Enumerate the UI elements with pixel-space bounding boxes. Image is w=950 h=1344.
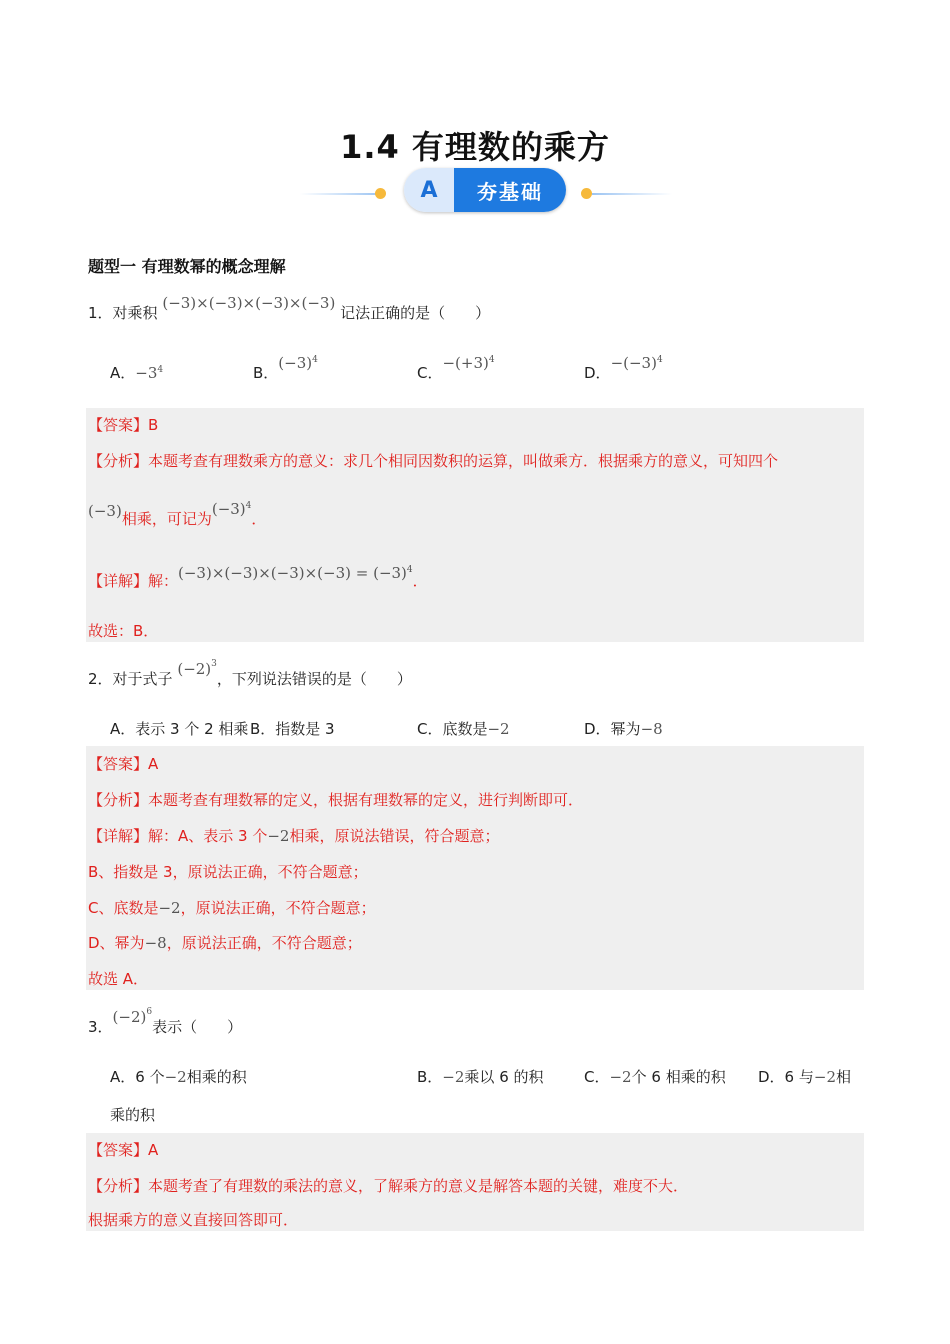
question-2 xyxy=(88,659,412,689)
q1-analysis-cont xyxy=(88,500,267,529)
q1-option-c-exp: 4 xyxy=(488,355,495,365)
q1-option-a xyxy=(110,362,163,383)
q2-pre: 对于式子 xyxy=(112,670,173,688)
q2-option-d-math: −8 xyxy=(640,720,663,738)
q2-detail-4 xyxy=(88,932,362,953)
q2-analysis: 【分析】本题考查有理数幂的定义，根据有理数幂的定义，进行判断即可． xyxy=(88,791,584,809)
question-1 xyxy=(88,294,491,323)
q3-option-d-cont: 乘的积 xyxy=(110,1106,156,1124)
q3-answer: 【答案】A xyxy=(88,1141,159,1159)
q1-analysis-math: (−3) xyxy=(88,502,122,520)
q1-number: 1． xyxy=(88,304,113,322)
q1-option-d-math: −(−3) xyxy=(610,354,657,372)
q2-detail-1-post: 相乘，原说法错误，符合题意； xyxy=(289,827,500,845)
q3-analysis: 【分析】本题考查了有理数的乘法的意义，了解乘方的意义是解答本题的关键，难度不大． xyxy=(88,1177,689,1195)
q2-detail-1-pre: 【详解】解：A、表示 3 个 xyxy=(88,827,268,845)
q1-option-d-label: D． xyxy=(584,364,611,382)
q2-post: ，下列说法错误的是（ ） xyxy=(216,670,412,688)
q1-option-a-label: A． xyxy=(110,364,136,382)
q1-detail xyxy=(88,564,428,591)
q1-option-b-math: (−3) xyxy=(278,354,313,372)
q3-option-b-post: 乘以 6 的积 xyxy=(464,1068,544,1086)
q3-option-a-math: −2 xyxy=(164,1068,187,1086)
page-title: 1.4 有理数的乘方 xyxy=(340,128,610,166)
decor-line-left xyxy=(300,193,380,195)
q3-option-c-pre: C． xyxy=(584,1068,610,1086)
q3-math: (−2) xyxy=(112,1008,147,1026)
q1-post: 记法正确的是（ ） xyxy=(340,304,491,322)
q3-option-c-post: 个 6 相乘的积 xyxy=(631,1068,726,1086)
q1-pre: 对乘积 xyxy=(112,304,158,322)
q1-analysis-text: 相乘，可记为 xyxy=(121,510,212,528)
q2-detail-1-math: −2 xyxy=(267,827,290,845)
q2-detail-1 xyxy=(88,825,499,846)
q1-option-c xyxy=(417,354,495,383)
q1-option-b xyxy=(253,354,318,383)
q2-option-a: A．表示 3 个 2 相乘 xyxy=(110,720,249,738)
q1-option-c-label: C． xyxy=(417,364,443,382)
decor-line-right xyxy=(592,193,672,195)
section-heading: 题型一 有理数幂的概念理解 xyxy=(88,257,286,276)
q1-detail-end: ． xyxy=(412,572,428,590)
q2-option-c-label: C．底数是 xyxy=(417,720,488,738)
badge-letter: A xyxy=(404,168,454,212)
q1-option-b-exp: 4 xyxy=(312,355,318,365)
q3-option-a xyxy=(110,1066,247,1087)
q3-exp: 6 xyxy=(146,1007,153,1017)
q2-detail-4-math: −8 xyxy=(144,934,167,952)
q1-detail-math: (−3)×(−3)×(−3)×(−3) = (−3) xyxy=(178,564,407,582)
q1-choose: 故选：B． xyxy=(88,622,159,640)
q2-number: 2． xyxy=(88,670,113,688)
q3-option-d-math: −2 xyxy=(813,1068,836,1086)
q2-detail-3-post: ，原说法正确，不符合题意； xyxy=(180,899,376,917)
q3-option-a-post: 相乘的积 xyxy=(186,1068,247,1086)
q3-analysis-2: 根据乘方的意义直接回答即可． xyxy=(88,1211,299,1229)
q2-option-c xyxy=(417,718,510,739)
q2-option-c-math: −2 xyxy=(487,720,510,738)
q3-option-d-post: 相 xyxy=(836,1068,852,1086)
q3-option-d xyxy=(758,1066,851,1087)
q2-detail-3-pre: C、底数是 xyxy=(88,899,159,917)
q1-option-a-math: −3 xyxy=(135,364,158,382)
q2-option-d xyxy=(584,718,663,739)
q2-detail-4-pre: D、幂为 xyxy=(88,934,145,952)
q1-answer: 【答案】B xyxy=(88,416,159,434)
decor-dot-right xyxy=(581,188,592,199)
q2-option-b: B．指数是 3 xyxy=(250,720,335,738)
q3-option-b xyxy=(417,1066,544,1087)
q2-detail-2: B、指数是 3，原说法正确，不符合题意； xyxy=(88,863,368,881)
q2-option-d-label: D．幂为 xyxy=(584,720,641,738)
q2-exp: 3 xyxy=(211,659,217,669)
q2-math: (−2) xyxy=(177,660,212,678)
badge-text: 夯基础 xyxy=(454,168,566,212)
q1-analysis-math2: (−3) xyxy=(211,500,246,518)
q1-analysis-exp: 4 xyxy=(245,501,252,511)
q1-option-a-exp: 4 xyxy=(157,365,164,375)
q1-option-b-label: B． xyxy=(253,364,279,382)
q3-option-d-pre: D．6 与 xyxy=(758,1068,814,1086)
q2-answer: 【答案】A xyxy=(88,755,159,773)
q3-option-a-pre: A．6 个 xyxy=(110,1068,165,1086)
q1-detail-exp: 4 xyxy=(406,565,413,575)
q2-detail-3 xyxy=(88,897,376,918)
q2-detail-4-post: ，原说法正确，不符合题意； xyxy=(166,934,362,952)
q1-analysis: 【分析】本题考查有理数乘方的意义：求几个相同因数积的运算，叫做乘方．根据乘方的意义，可知四个 xyxy=(88,452,779,470)
q3-option-c-math: −2 xyxy=(609,1068,632,1086)
q1-expr: (−3)×(−3)×(−3)×(−3) xyxy=(162,294,336,312)
q1-analysis-end: ． xyxy=(251,510,267,528)
q3-option-c xyxy=(584,1066,726,1087)
q1-option-c-math: −(+3) xyxy=(442,354,489,372)
q3-option-b-math: −2 xyxy=(442,1068,465,1086)
q1-option-d xyxy=(584,354,663,383)
q2-choose: 故选 A． xyxy=(88,970,149,988)
q1-detail-label: 【详解】解： xyxy=(88,572,179,590)
q3-option-b-pre: B． xyxy=(417,1068,443,1086)
question-3 xyxy=(88,1007,243,1037)
decor-dot-left xyxy=(375,188,386,199)
q2-detail-3-math: −2 xyxy=(158,899,181,917)
q3-number: 3． xyxy=(88,1018,113,1036)
section-badge xyxy=(404,168,566,212)
q1-option-d-exp: 4 xyxy=(656,355,663,365)
q3-post: 表示（ ） xyxy=(152,1018,243,1036)
